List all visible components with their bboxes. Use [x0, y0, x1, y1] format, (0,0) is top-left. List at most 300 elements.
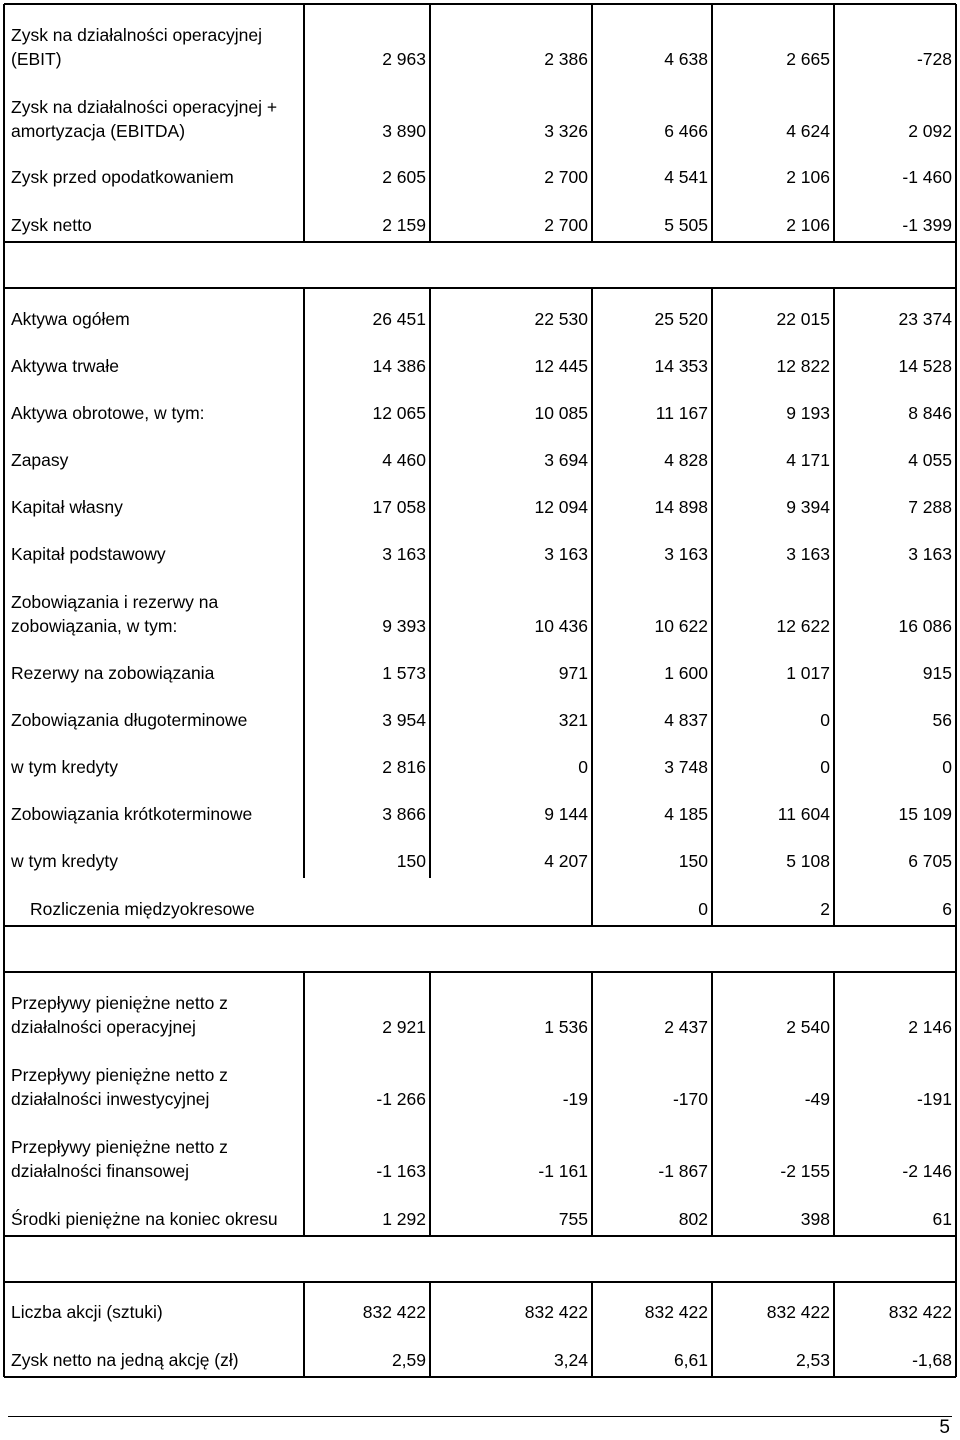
- row-label-line: Aktywa ogółem: [11, 309, 130, 329]
- cell-border: [833, 1044, 835, 1116]
- value-cell: 61: [932, 1209, 952, 1229]
- value-cell: 5 108: [786, 851, 830, 871]
- cell-border: [3, 242, 5, 288]
- cell-border: [833, 1329, 835, 1377]
- cell-border: [955, 148, 957, 194]
- cell-border: [833, 477, 835, 524]
- value-cell: -2 146: [902, 1161, 952, 1181]
- cell-border: [955, 571, 957, 643]
- value-cell: 22 530: [534, 309, 588, 329]
- cell-border: [3, 1329, 5, 1377]
- page-number: 5: [939, 1417, 950, 1438]
- cell-border: [303, 194, 305, 242]
- value-cell: 11 167: [655, 403, 708, 423]
- value-cell: 4 185: [664, 804, 708, 824]
- row-label: [4, 972, 304, 1044]
- value-cell: 2 540: [786, 1017, 830, 1037]
- value-cell: -1 867: [658, 1161, 708, 1181]
- value-cell: 10 622: [654, 616, 708, 636]
- value-cell: 2,53: [795, 1350, 830, 1370]
- value-cell: 3 890: [382, 121, 426, 141]
- value-cell: 321: [558, 710, 588, 730]
- cell-border: [833, 571, 835, 643]
- table-border: [4, 925, 956, 927]
- value-cell: 3 163: [908, 544, 952, 564]
- row-label-line: Aktywa trwałe: [11, 356, 119, 376]
- cell-border: [711, 737, 713, 784]
- cell-border: [429, 4, 431, 76]
- table-row: [4, 477, 956, 524]
- cell-border: [429, 972, 431, 1044]
- cell-border: [303, 524, 305, 571]
- row-label: [4, 1116, 304, 1188]
- value-cell: 15 109: [898, 804, 952, 824]
- table-row: [4, 1188, 956, 1236]
- row-label: [4, 643, 304, 690]
- value-cell: 2 700: [544, 167, 588, 187]
- cell-border: [833, 430, 835, 477]
- row-label: [4, 1188, 304, 1236]
- footer-rule: [8, 1416, 952, 1417]
- cell-border: [3, 288, 5, 336]
- cell-border: [429, 336, 431, 383]
- cell-border: [429, 1329, 431, 1377]
- value-cell: 2 963: [382, 49, 426, 69]
- row-label-line: Zapasy: [11, 450, 69, 470]
- row-label-line: Zobowiązania i rezerwy na: [11, 592, 219, 612]
- row-label: [4, 148, 304, 194]
- cell-border: [429, 1116, 431, 1188]
- value-cell: [304, 878, 430, 926]
- cell-border: [955, 1282, 957, 1329]
- value-cell: 2 816: [382, 757, 426, 777]
- row-label-line: Aktywa obrotowe, w tym:: [11, 403, 205, 423]
- cell-border: [711, 148, 713, 194]
- cell-border: [833, 336, 835, 383]
- cell-border: [955, 1116, 957, 1188]
- cell-border: [429, 383, 431, 430]
- section-spacer: [4, 1236, 956, 1282]
- table-row: [4, 1282, 956, 1329]
- cell-border: [303, 1116, 305, 1188]
- value-cell: 2 605: [382, 167, 426, 187]
- value-cell: 4 828: [664, 450, 708, 470]
- row-label-line: Rozliczenia międzyokresowe: [30, 899, 255, 919]
- value-cell: 25 520: [654, 309, 708, 329]
- cell-border: [833, 148, 835, 194]
- cell-border: [3, 972, 5, 1044]
- cell-border: [3, 336, 5, 383]
- value-cell: 8 846: [908, 403, 952, 423]
- cell-border: [955, 4, 957, 76]
- cell-border: [955, 430, 957, 477]
- value-cell: 10 085: [534, 403, 588, 423]
- cell-border: [303, 1044, 305, 1116]
- cell-border: [711, 524, 713, 571]
- cell-border: [591, 430, 593, 477]
- cell-border: [429, 737, 431, 784]
- cell-border: [591, 571, 593, 643]
- row-label-line: Przepływy pieniężne netto z: [11, 1065, 228, 1085]
- cell-border: [3, 477, 5, 524]
- cell-border: [591, 1044, 593, 1116]
- table-row: [4, 784, 956, 831]
- row-label-line: Przepływy pieniężne netto z: [11, 993, 228, 1013]
- cell-border: [955, 76, 957, 148]
- table-row: [4, 831, 956, 878]
- value-cell: 4 460: [382, 450, 426, 470]
- cell-border: [711, 1044, 713, 1116]
- row-label-line: Zobowiązania długoterminowe: [11, 710, 248, 730]
- value-cell: 2 921: [382, 1017, 426, 1037]
- cell-border: [711, 878, 713, 926]
- value-cell: 4 055: [908, 450, 952, 470]
- cell-border: [429, 831, 431, 878]
- row-label-line: działalności inwestycyjnej: [11, 1089, 210, 1109]
- value-cell: 3 163: [664, 544, 708, 564]
- cell-border: [955, 1236, 957, 1282]
- cell-border: [591, 336, 593, 383]
- cell-border: [3, 690, 5, 737]
- cell-border: [955, 288, 957, 336]
- value-cell: 6 466: [664, 121, 708, 141]
- row-label-line: Rezerwy na zobowiązania: [11, 663, 215, 683]
- table-row: [4, 383, 956, 430]
- cell-border: [303, 831, 305, 878]
- value-cell: -1 266: [376, 1089, 426, 1109]
- value-cell: 5 505: [664, 215, 708, 235]
- value-cell: 12 065: [372, 403, 426, 423]
- row-label: [4, 1044, 304, 1116]
- table-row: [4, 430, 956, 477]
- cell-border: [3, 1236, 5, 1282]
- row-label-line: w tym kredyty: [11, 851, 118, 871]
- cell-border: [3, 430, 5, 477]
- cell-border: [711, 831, 713, 878]
- cell-border: [303, 430, 305, 477]
- value-cell: 3,24: [553, 1350, 588, 1370]
- value-cell: 0: [942, 757, 952, 777]
- cell-border: [955, 242, 957, 288]
- value-cell: 56: [932, 710, 952, 730]
- value-cell: 832 422: [888, 1302, 952, 1322]
- value-cell: 4 171: [786, 450, 830, 470]
- cell-border: [711, 477, 713, 524]
- value-cell: 9 193: [786, 403, 830, 423]
- table-border: [4, 241, 956, 243]
- value-cell: -1 460: [902, 167, 952, 187]
- row-label-line: Zysk netto na jedną akcję (zł): [11, 1350, 239, 1370]
- value-cell: -728: [916, 49, 952, 69]
- value-cell: 4 541: [664, 167, 708, 187]
- cell-border: [955, 477, 957, 524]
- cell-border: [591, 878, 593, 926]
- row-label: [4, 690, 304, 737]
- table-row: [4, 878, 956, 926]
- value-cell: 832 422: [362, 1302, 426, 1322]
- cell-border: [303, 571, 305, 643]
- cell-border: [303, 972, 305, 1044]
- value-cell: 3 954: [382, 710, 426, 730]
- value-cell: 9 144: [544, 804, 588, 824]
- cell-border: [833, 383, 835, 430]
- cell-border: [3, 1188, 5, 1236]
- cell-border: [711, 383, 713, 430]
- value-cell: 150: [678, 851, 708, 871]
- row-label-line: Zysk przed opodatkowaniem: [11, 167, 234, 187]
- value-cell: 2 665: [786, 49, 830, 69]
- value-cell: 2 106: [786, 215, 830, 235]
- cell-border: [955, 926, 957, 972]
- cell-border: [711, 4, 713, 76]
- table-border: [4, 971, 956, 973]
- cell-border: [833, 972, 835, 1044]
- cell-border: [955, 1188, 957, 1236]
- table-border: [4, 1376, 956, 1378]
- cell-border: [3, 383, 5, 430]
- cell-border: [3, 831, 5, 878]
- value-cell: -1 163: [376, 1161, 426, 1181]
- cell-border: [429, 690, 431, 737]
- cell-border: [591, 784, 593, 831]
- cell-border: [833, 878, 835, 926]
- cell-border: [711, 194, 713, 242]
- cell-border: [591, 1116, 593, 1188]
- value-cell: 2 700: [544, 215, 588, 235]
- value-cell: 4 638: [664, 49, 708, 69]
- cell-border: [429, 643, 431, 690]
- cell-border: [955, 643, 957, 690]
- cell-border: [955, 878, 957, 926]
- cell-border: [955, 1044, 957, 1116]
- cell-border: [955, 690, 957, 737]
- cell-border: [429, 288, 431, 336]
- cell-border: [303, 737, 305, 784]
- cell-border: [303, 336, 305, 383]
- row-label: [4, 524, 304, 571]
- value-cell: 2 092: [908, 121, 952, 141]
- cell-border: [303, 1188, 305, 1236]
- value-cell: -1,68: [912, 1350, 952, 1370]
- value-cell: 832 422: [524, 1302, 588, 1322]
- cell-border: [3, 194, 5, 242]
- cell-border: [955, 784, 957, 831]
- value-cell: 12 094: [534, 497, 588, 517]
- value-cell: 0: [820, 757, 830, 777]
- value-cell: 0: [578, 757, 588, 777]
- value-cell: 3 694: [544, 450, 588, 470]
- table-row: [4, 972, 956, 1044]
- value-cell: 2 106: [786, 167, 830, 187]
- cell-border: [711, 571, 713, 643]
- cell-border: [3, 1044, 5, 1116]
- cell-border: [3, 926, 5, 972]
- table-border: [4, 3, 956, 5]
- table-row: [4, 76, 956, 148]
- cell-border: [955, 383, 957, 430]
- row-label-line: Liczba akcji (sztuki): [11, 1302, 163, 1322]
- cell-border: [591, 383, 593, 430]
- value-cell: 12 622: [776, 616, 830, 636]
- value-cell: 14 528: [898, 356, 952, 376]
- row-label-line: zobowiązania, w tym:: [11, 616, 178, 636]
- value-cell: 398: [800, 1209, 830, 1229]
- table-row: [4, 524, 956, 571]
- value-cell: 2 386: [544, 49, 588, 69]
- row-label: [4, 571, 304, 643]
- row-label: [4, 288, 304, 336]
- cell-border: [833, 1188, 835, 1236]
- value-cell: 1 536: [544, 1017, 588, 1037]
- cell-border: [591, 972, 593, 1044]
- cell-border: [711, 1188, 713, 1236]
- cell-border: [303, 4, 305, 76]
- cell-border: [429, 1044, 431, 1116]
- row-label-line: Zobowiązania krótkoterminowe: [11, 804, 253, 824]
- cell-border: [833, 1282, 835, 1329]
- cell-border: [711, 643, 713, 690]
- row-label-line: w tym kredyty: [11, 757, 118, 777]
- cell-border: [429, 571, 431, 643]
- cell-border: [429, 76, 431, 148]
- cell-border: [3, 737, 5, 784]
- cell-border: [833, 4, 835, 76]
- value-cell: 14 353: [654, 356, 708, 376]
- table-row: [4, 194, 956, 242]
- value-cell: 1 573: [382, 663, 426, 683]
- value-cell: -1 161: [538, 1161, 588, 1181]
- cell-border: [955, 1329, 957, 1377]
- row-label: [4, 1329, 304, 1377]
- value-cell: 832 422: [644, 1302, 708, 1322]
- value-cell: 2 437: [664, 1017, 708, 1037]
- cell-border: [3, 571, 5, 643]
- row-label: [4, 430, 304, 477]
- cell-border: [3, 4, 5, 76]
- table-row: [4, 148, 956, 194]
- cell-border: [429, 1282, 431, 1329]
- value-cell: 0: [820, 710, 830, 730]
- value-cell: 6 705: [908, 851, 952, 871]
- cell-border: [429, 430, 431, 477]
- cell-border: [591, 1282, 593, 1329]
- value-cell: -2 155: [780, 1161, 830, 1181]
- value-cell: 16 086: [898, 616, 952, 636]
- value-cell: 2,59: [391, 1350, 426, 1370]
- table-row: [4, 737, 956, 784]
- cell-border: [3, 1116, 5, 1188]
- cell-border: [3, 643, 5, 690]
- cell-border: [591, 524, 593, 571]
- row-label-line: Środki pieniężne na koniec okresu: [11, 1209, 278, 1229]
- row-label-line: Zysk na działalności operacyjnej +: [11, 97, 278, 117]
- value-cell: 915: [922, 663, 952, 683]
- row-label-line: Przepływy pieniężne netto z: [11, 1137, 228, 1157]
- value-cell: 10 436: [534, 616, 588, 636]
- value-cell: 3 163: [382, 544, 426, 564]
- row-label-line: działalności finansowej: [11, 1161, 190, 1181]
- section-spacer: [4, 926, 956, 972]
- cell-border: [3, 784, 5, 831]
- value-cell: 3 866: [382, 804, 426, 824]
- value-cell: 4 837: [664, 710, 708, 730]
- value-cell: 17 058: [372, 497, 426, 517]
- cell-border: [303, 643, 305, 690]
- cell-border: [955, 336, 957, 383]
- cell-border: [591, 643, 593, 690]
- cell-border: [711, 1282, 713, 1329]
- value-cell: 4 207: [544, 851, 588, 871]
- table-row: [4, 1329, 956, 1377]
- cell-border: [429, 784, 431, 831]
- value-cell: 2 159: [382, 215, 426, 235]
- cell-border: [303, 1329, 305, 1377]
- cell-border: [3, 878, 5, 926]
- cell-border: [3, 1282, 5, 1329]
- cell-border: [591, 831, 593, 878]
- row-label: [4, 76, 304, 148]
- row-label: [4, 784, 304, 831]
- cell-border: [833, 288, 835, 336]
- value-cell: 7 288: [908, 497, 952, 517]
- cell-border: [303, 690, 305, 737]
- row-label: [4, 194, 304, 242]
- value-cell: 3 326: [544, 121, 588, 141]
- value-cell: 14 386: [372, 356, 426, 376]
- cell-border: [833, 76, 835, 148]
- row-label-line: Zysk netto: [11, 215, 92, 235]
- value-cell: 802: [678, 1209, 708, 1229]
- value-cell: 14 898: [654, 497, 708, 517]
- cell-border: [3, 76, 5, 148]
- row-label-line: Kapitał własny: [11, 497, 123, 517]
- table-row: [4, 690, 956, 737]
- cell-border: [429, 1188, 431, 1236]
- cell-border: [833, 194, 835, 242]
- cell-border: [833, 831, 835, 878]
- value-cell: 12 445: [534, 356, 588, 376]
- cell-border: [833, 690, 835, 737]
- cell-border: [429, 194, 431, 242]
- cell-border: [591, 288, 593, 336]
- value-cell: 9 394: [786, 497, 830, 517]
- cell-border: [3, 148, 5, 194]
- cell-border: [833, 643, 835, 690]
- cell-border: [955, 524, 957, 571]
- value-cell: 3 163: [786, 544, 830, 564]
- cell-border: [303, 1282, 305, 1329]
- row-label: [4, 383, 304, 430]
- value-cell: -191: [916, 1089, 952, 1109]
- cell-border: [591, 477, 593, 524]
- cell-border: [833, 1116, 835, 1188]
- value-cell: 1 600: [664, 663, 708, 683]
- value-cell: 9 393: [382, 616, 426, 636]
- row-label: [4, 878, 304, 926]
- cell-border: [711, 288, 713, 336]
- value-cell: 755: [558, 1209, 588, 1229]
- row-label-line: (EBIT): [11, 49, 62, 69]
- cell-border: [429, 524, 431, 571]
- row-label: [4, 336, 304, 383]
- value-cell: 971: [558, 663, 588, 683]
- cell-border: [303, 477, 305, 524]
- cell-border: [591, 194, 593, 242]
- row-label: [4, 4, 304, 76]
- cell-border: [711, 1329, 713, 1377]
- value-cell: 0: [698, 899, 708, 919]
- cell-border: [711, 784, 713, 831]
